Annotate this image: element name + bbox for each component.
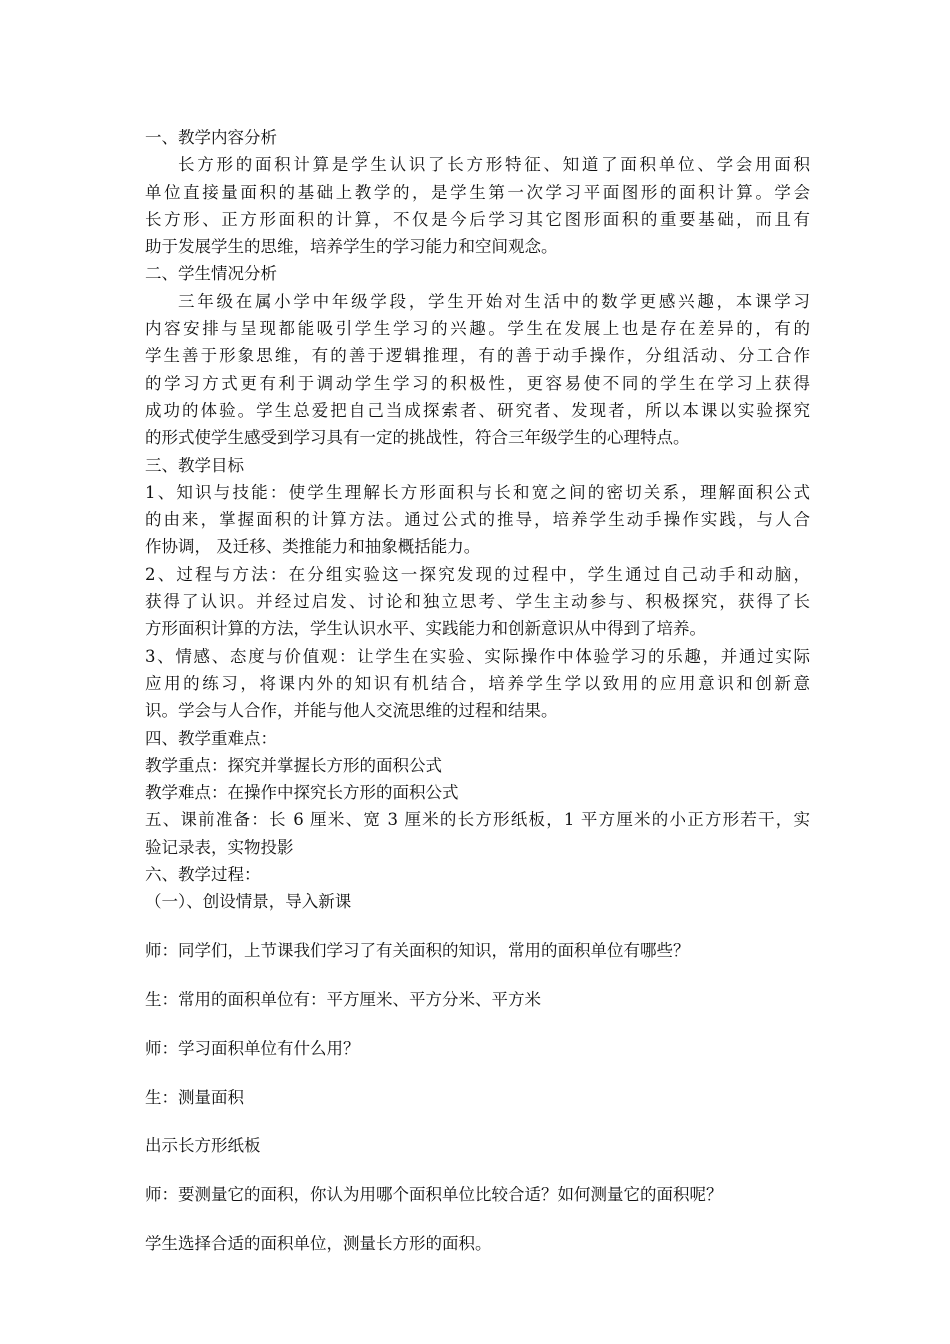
subsection-heading: （一）、创设情景，导入新课 — [145, 892, 352, 912]
document-page — [145, 124, 810, 1257]
paragraph-line: 长方形、正方形面积的计算，不仅是今后学习其它图形面积的重要基础，而且有 — [145, 209, 810, 229]
section-heading-content-analysis: 一、教学内容分析 — [145, 128, 277, 147]
section-heading-teaching-goals: 三、教学目标 — [145, 455, 244, 475]
paragraph-line: 学生善于形象思维，有的善于逻辑推理，有的善于动手操作，分组活动、分工合作 — [145, 346, 810, 366]
section-heading-preparation: 五、课前准备：长 6 厘米、宽 3 厘米的长方形纸板，1 平方厘米的小正方形若干，实 — [145, 810, 810, 830]
dialogue-line: 生：测量面积 — [145, 1087, 244, 1107]
paragraph-line: 获得了认识。并经过启发、讨论和独立思考、学生主动参与、积极探究，获得了长 — [145, 592, 810, 612]
paragraph-line: 教学难点：在操作中探究长方形的面积公式 — [145, 783, 459, 803]
dialogue-line: 学生选择合适的面积单位，测量长方形的面积。 — [145, 1233, 492, 1253]
section-heading-student-analysis: 二、学生情况分析 — [145, 264, 277, 284]
paragraph-line: 1、知识与技能：使学生理解长方形面积与长和宽之间的密切关系，理解面积公式 — [145, 482, 810, 502]
paragraph-line: 的由来，掌握面积的计算方法。通过公式的推导，培养学生动手操作实践，与人合 — [145, 510, 810, 530]
dialogue-line: 师：要测量它的面积，你认为用哪个面积单位比较合适？如何测量它的面积呢？ — [145, 1185, 723, 1205]
paragraph-line: 内容安排与呈现都能吸引学生学习的兴趣。学生在发展上也是存在差异的，有的 — [145, 319, 810, 339]
paragraph-line: 长方形的面积计算是学生认识了长方形特征、知道了面积单位、学会用面积 — [178, 155, 810, 175]
paragraph-line: 2、过程与方法：在分组实验这一探究发现的过程中，学生通过自己动手和动脑， — [145, 564, 810, 584]
section-heading-key-points: 四、教学重难点： — [145, 728, 277, 748]
paragraph-line: 3、情感、态度与价值观：让学生在实验、实际操作中体验学习的乐趣，并通过实际 — [145, 646, 810, 666]
dialogue-line: 师：学习面积单位有什么用？ — [145, 1038, 360, 1058]
paragraph-line: 的形式使学生感受到学习具有一定的挑战性，符合三年级学生的心理特点。 — [145, 428, 690, 448]
dialogue-line: 师：同学们，上节课我们学习了有关面积的知识，常用的面积单位有哪些？ — [145, 941, 690, 961]
paragraph-line: 的学习方式更有利于调动学生学习的积极性，更容易使不同的学生在学习上获得 — [145, 373, 810, 393]
paragraph-line: 识。学会与人合作，并能与他人交流思维的过程和结果。 — [145, 701, 558, 721]
paragraph-line: 方形面积计算的方法，学生认识水平、实践能力和创新意识从中得到了培养。 — [145, 619, 706, 639]
paragraph-line: 应用的练习，将课内外的知识有机结合，培养学生学以致用的应用意识和创新意 — [145, 673, 810, 693]
paragraph-line: 作协调， 及迁移、类推能力和抽象概括能力。 — [145, 537, 481, 557]
paragraph-line: 成功的体验。学生总爱把自己当成探索者、研究者、发现者，所以本课以实验探究 — [145, 400, 810, 420]
paragraph-line: 助于发展学生的思维，培养学生的学习能力和空间观念。 — [145, 237, 558, 257]
dialogue-line: 生：常用的面积单位有：平方厘米、平方分米、平方米 — [145, 989, 541, 1009]
paragraph-line: 教学重点：探究并掌握长方形的面积公式 — [145, 755, 442, 775]
section-heading-teaching-process: 六、教学过程： — [145, 865, 261, 885]
dialogue-line: 出示长方形纸板 — [145, 1136, 261, 1156]
paragraph-line: 验记录表，实物投影 — [145, 837, 294, 857]
paragraph-line: 单位直接量面积的基础上教学的，是学生第一次学习平面图形的面积计算。学会 — [145, 182, 810, 202]
paragraph-line: 三年级在属小学中年级学段，学生开始对生活中的数学更感兴趣，本课学习 — [178, 291, 810, 311]
